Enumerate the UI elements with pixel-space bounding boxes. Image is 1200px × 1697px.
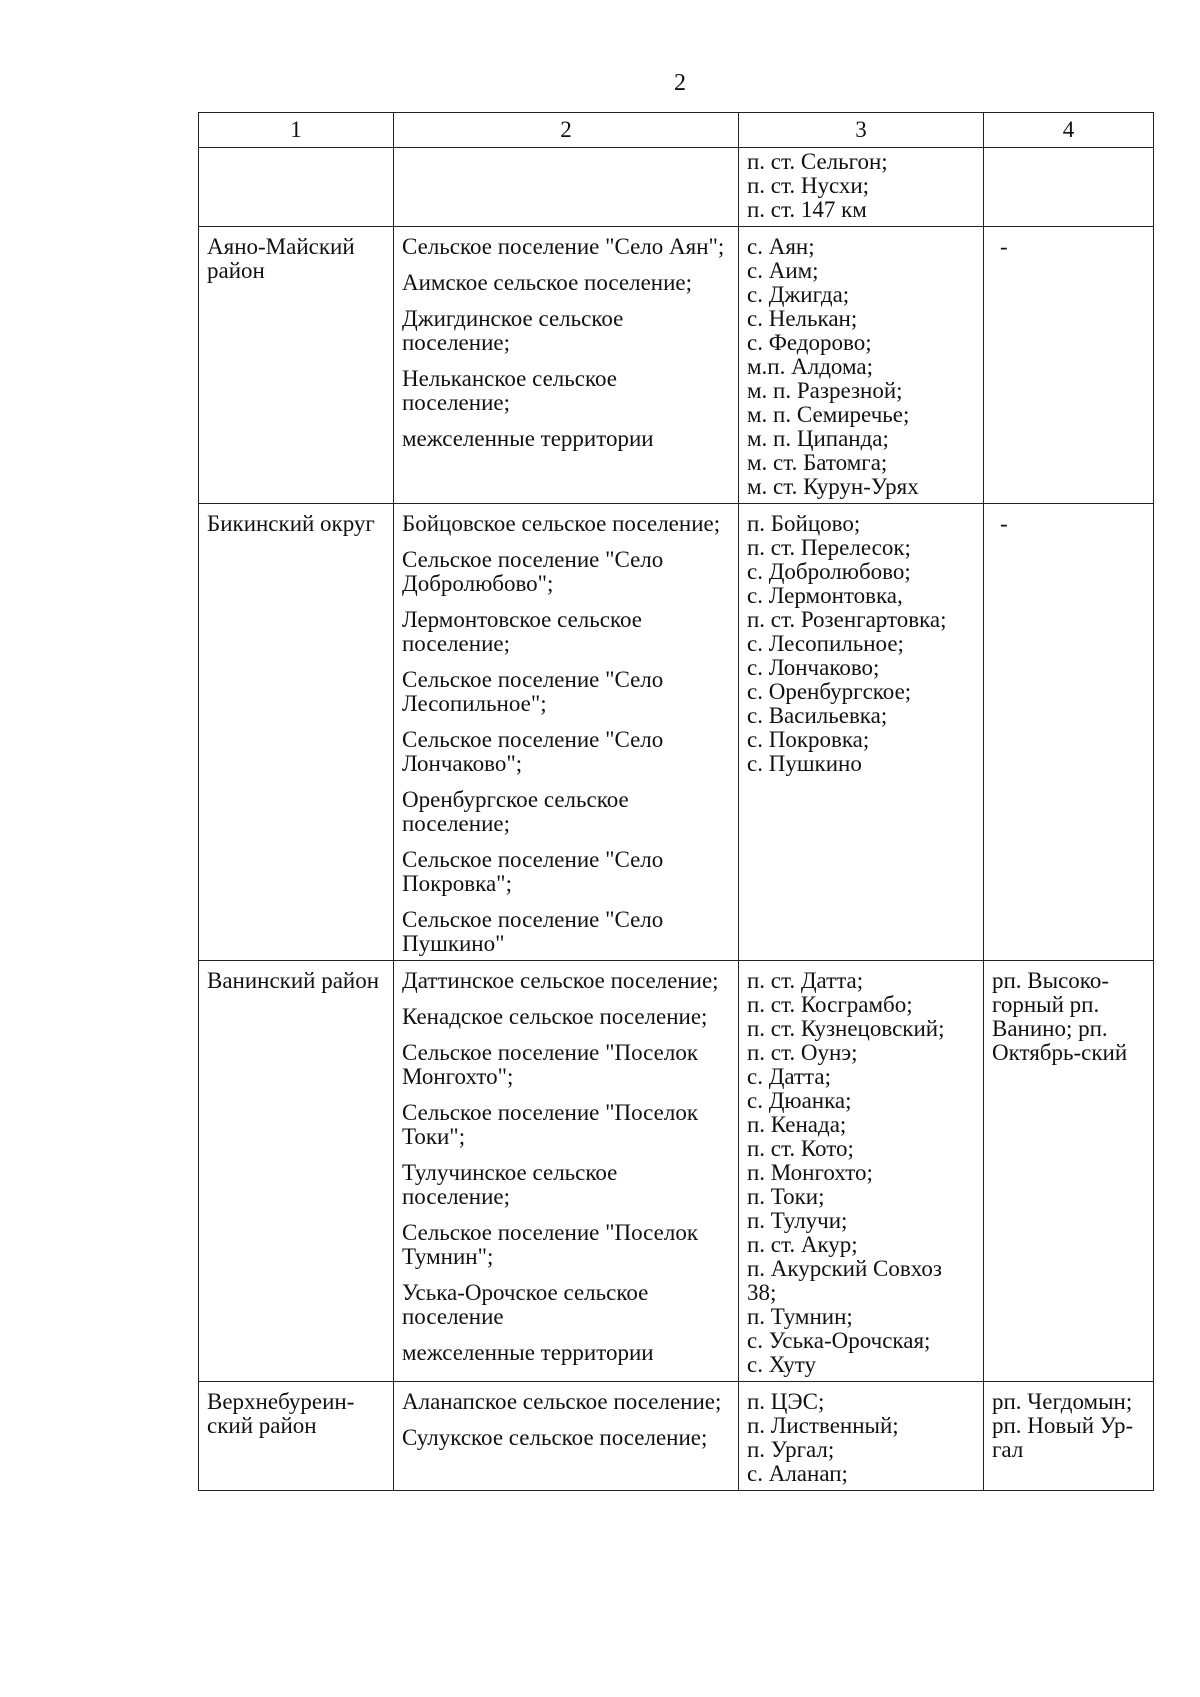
settlement: п. ЦЭС; xyxy=(747,1389,825,1414)
municipal-entity: Тулучинское сельское поселение; xyxy=(402,1160,618,1209)
table-row xyxy=(199,1382,1154,1491)
header-col-2: 2 xyxy=(394,113,739,148)
municipal-entities-cell xyxy=(394,961,739,1382)
municipal-entities-cell xyxy=(394,504,739,961)
municipal-entity: межселенные территории xyxy=(402,426,654,451)
settlement: п. Акурский Совхоз 38; xyxy=(747,1256,942,1305)
urban-settlements-cell xyxy=(984,148,1154,227)
settlement: с. Лончаково; xyxy=(747,655,880,680)
settlement: п. ст. 147 км xyxy=(747,197,867,222)
settlement: п. Ургал; xyxy=(747,1437,835,1462)
settlement: п. ст. Оунэ; xyxy=(747,1040,858,1065)
table-row xyxy=(199,148,1154,227)
settlement: с. Дюанка; xyxy=(747,1088,852,1113)
settlement: с. Федорово; xyxy=(747,330,872,355)
urban-settlements-cell xyxy=(984,961,1154,1382)
header-col-1: 1 xyxy=(199,113,394,148)
urban-settlements-cell xyxy=(984,1382,1154,1491)
municipal-entity: Сельское поселение "Село Добролюбово"; xyxy=(402,547,664,596)
settlement: с. Аян; xyxy=(747,234,815,259)
municipal-entity: Джигдинское сельское поселение; xyxy=(402,306,624,355)
header-col-3: 3 xyxy=(739,113,984,148)
settlements-cell xyxy=(739,148,984,227)
settlement: м.п. Алдома; xyxy=(747,354,873,379)
urban-settlements-cell xyxy=(984,504,1154,961)
district-cell xyxy=(199,504,394,961)
settlement: м. п. Разрезной; xyxy=(747,378,903,403)
settlement: п. ст. Сельгон; xyxy=(747,149,888,174)
settlements-cell xyxy=(739,504,984,961)
settlement: м. ст. Батомга; xyxy=(747,450,888,475)
municipal-entity: Сельское поселение "Село Покровка"; xyxy=(402,847,664,896)
settlements-cell xyxy=(739,1382,984,1491)
municipal-entity: Даттинское сельское поселение; xyxy=(402,968,719,993)
settlement: п. Лиственный; xyxy=(747,1413,899,1438)
municipal-entity: Сельское поселение "Поселок Тумнин"; xyxy=(402,1220,699,1269)
municipal-entity: Сельское поселение "Село Лесопильное"; xyxy=(402,667,664,716)
urban-settlements: - xyxy=(1000,234,1008,259)
settlements-cell xyxy=(739,227,984,504)
district-cell xyxy=(199,227,394,504)
table-row xyxy=(199,961,1154,1382)
district-cell xyxy=(199,148,394,227)
settlement: п. ст. Перелесок; xyxy=(747,535,911,560)
settlement: п. ст. Розенгартовка; xyxy=(747,607,947,632)
settlement: с. Пушкино xyxy=(747,751,862,776)
settlement: с. Аим; xyxy=(747,258,819,283)
table-body xyxy=(199,148,1154,1491)
municipal-entity: Сельское поселение "Поселок Токи"; xyxy=(402,1100,699,1149)
municipal-entity: Сельское поселение "Село Лончаково"; xyxy=(402,727,664,776)
settlement: п. ст. Нусхи; xyxy=(747,173,870,198)
settlement: п. ст. Кузнецовский; xyxy=(747,1016,945,1041)
urban-settlements: рп. Чегдомын; рп. Новый Ур-гал xyxy=(992,1389,1134,1462)
settlement: с. Датта; xyxy=(747,1064,831,1089)
settlement: п. Тулучи; xyxy=(747,1208,848,1233)
urban-settlements: - xyxy=(1000,511,1008,536)
district-name: Ванинский район xyxy=(207,968,380,993)
settlement: п. Кенада; xyxy=(747,1112,847,1137)
settlement: м. п. Ципанда; xyxy=(747,426,889,451)
municipal-entity: Нельканское сельское поселение; xyxy=(402,366,617,415)
settlement: с. Джигда; xyxy=(747,282,850,307)
settlement: п. ст. Косграмбо; xyxy=(747,992,913,1017)
header-row xyxy=(199,113,1154,148)
urban-settlements: рп. Высоко-горный рп. Ванино; рп. Октябрь-ский xyxy=(992,968,1128,1065)
page-number: 2 xyxy=(674,70,686,96)
municipal-entities-cell xyxy=(394,1382,739,1491)
municipal-entity: Оренбургское сельское поселение; xyxy=(402,787,629,836)
header-col-4: 4 xyxy=(984,113,1154,148)
municipal-entity: Сулукское сельское поселение; xyxy=(402,1425,708,1450)
settlements-cell xyxy=(739,961,984,1382)
settlement: с. Нелькан; xyxy=(747,306,858,331)
municipal-entities-cell xyxy=(394,148,739,227)
settlement: п. ст. Акур; xyxy=(747,1232,858,1257)
settlement: п. ст. Датта; xyxy=(747,968,864,993)
district-name: Аяно-Майский район xyxy=(207,234,355,283)
settlement: с. Аланап; xyxy=(747,1461,848,1486)
settlement: с. Добролюбово; xyxy=(747,559,911,584)
settlement: м. ст. Курун-Урях xyxy=(747,474,919,499)
municipal-entity: Лермонтовское сельское поселение; xyxy=(402,607,642,656)
settlement: п. ст. Кото; xyxy=(747,1136,854,1161)
municipal-entity: Уська-Орочское сельское поселение xyxy=(402,1280,649,1329)
settlement: с. Оренбургское; xyxy=(747,679,912,704)
settlement: с. Лермонтовка, xyxy=(747,583,903,608)
municipal-entity: Сельское поселение "Село Аян"; xyxy=(402,234,725,259)
settlement: с. Лесопильное; xyxy=(747,631,904,656)
district-cell xyxy=(199,961,394,1382)
settlement: п. Бойцово; xyxy=(747,511,861,536)
district-name: Бикинский округ xyxy=(207,511,375,536)
settlement: м. п. Семиречье; xyxy=(747,402,910,427)
settlement: с. Уська-Орочская; xyxy=(747,1328,931,1353)
municipal-entity: Сельское поселение "Поселок Монгохто"; xyxy=(402,1040,699,1089)
municipal-entity: Кенадское сельское поселение; xyxy=(402,1004,708,1029)
table-row xyxy=(199,504,1154,961)
urban-settlements-cell xyxy=(984,227,1154,504)
table-row xyxy=(199,227,1154,504)
settlement: п. Тумнин; xyxy=(747,1304,853,1329)
settlement: с. Васильевка; xyxy=(747,703,888,728)
municipal-entities-cell xyxy=(394,227,739,504)
settlement: п. Монгохто; xyxy=(747,1160,873,1185)
municipal-entity: Сельское поселение "Село Пушкино" xyxy=(402,907,664,956)
district-name: Верхнебуреин-ский район xyxy=(207,1389,355,1438)
settlement: с. Хуту xyxy=(747,1352,817,1377)
municipal-entity: Аимское сельское поселение; xyxy=(402,270,693,295)
municipal-entity: Бойцовское сельское поселение; xyxy=(402,511,721,536)
district-cell xyxy=(199,1382,394,1491)
municipal-entity: Аланапское сельское поселение; xyxy=(402,1389,722,1414)
settlement: с. Покровка; xyxy=(747,727,870,752)
municipal-entity: межселенные территории xyxy=(402,1340,654,1365)
settlement: п. Токи; xyxy=(747,1184,825,1209)
settlements-table xyxy=(198,112,1154,1491)
